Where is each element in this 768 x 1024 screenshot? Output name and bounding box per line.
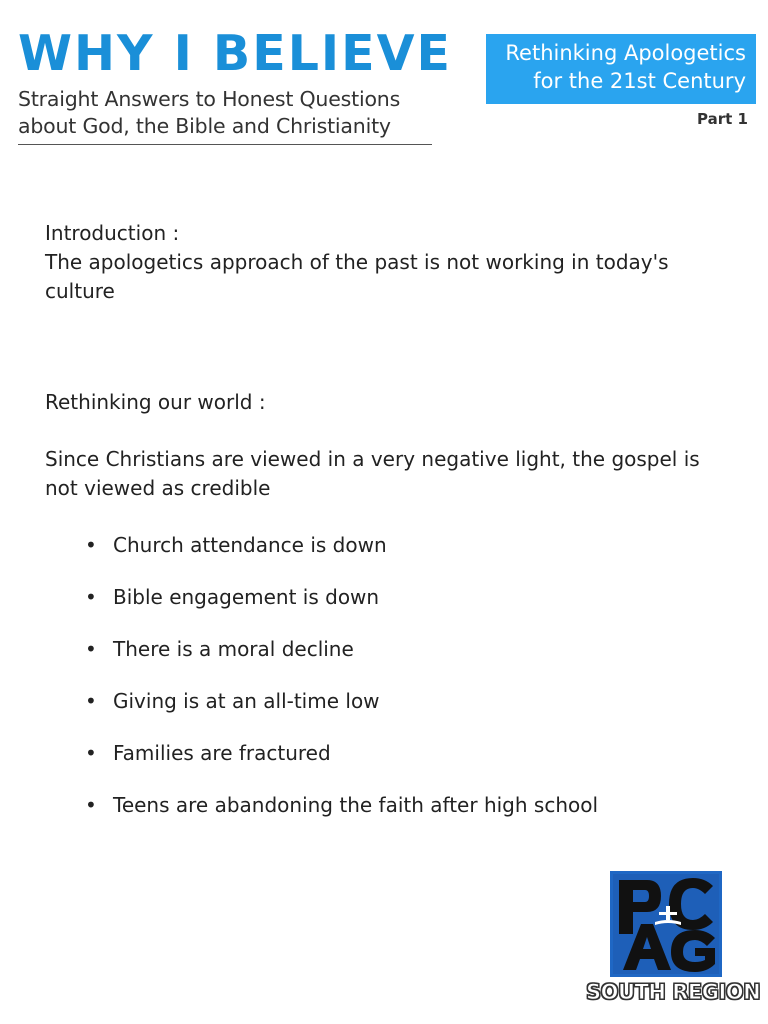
list-item: • Teens are abandoning the faith after high school <box>85 791 735 843</box>
pcag-logo-icon <box>610 871 722 977</box>
document-body <box>45 219 735 843</box>
list-item: • Families are fractured <box>85 739 735 791</box>
banner-line-1: Rethinking Apologetics <box>505 41 746 65</box>
document-title: WHY I BELIEVE <box>18 25 453 82</box>
list-item: • Church attendance is down <box>85 531 735 583</box>
list-item: • There is a moral decline <box>85 635 735 687</box>
subtitle-line-2: about God, the Bible and Christianity <box>18 114 391 138</box>
pcag-logo <box>586 868 761 1012</box>
list-item: • Giving is at an all-time low <box>85 687 735 739</box>
part-label: Part 1 <box>697 110 748 128</box>
series-banner <box>486 34 756 104</box>
banner-line-2: for the 21st Century <box>533 69 746 93</box>
bullet-list <box>45 531 735 843</box>
document-subtitle <box>18 86 432 140</box>
rethinking-heading: Rethinking our world : <box>45 390 266 414</box>
list-item: • Bible engagement is down <box>85 583 735 635</box>
subtitle-line-1: Straight Answers to Honest Questions <box>18 87 401 111</box>
introduction-text: The apologetics approach of the past is not working in today's culture <box>45 250 669 303</box>
document-header <box>18 25 453 145</box>
introduction-heading: Introduction : <box>45 221 180 245</box>
rethinking-text: Since Christians are viewed in a very negative light, the gospel is not viewed as credible <box>45 447 700 500</box>
logo-caption: SOUTH REGION <box>586 980 761 1004</box>
